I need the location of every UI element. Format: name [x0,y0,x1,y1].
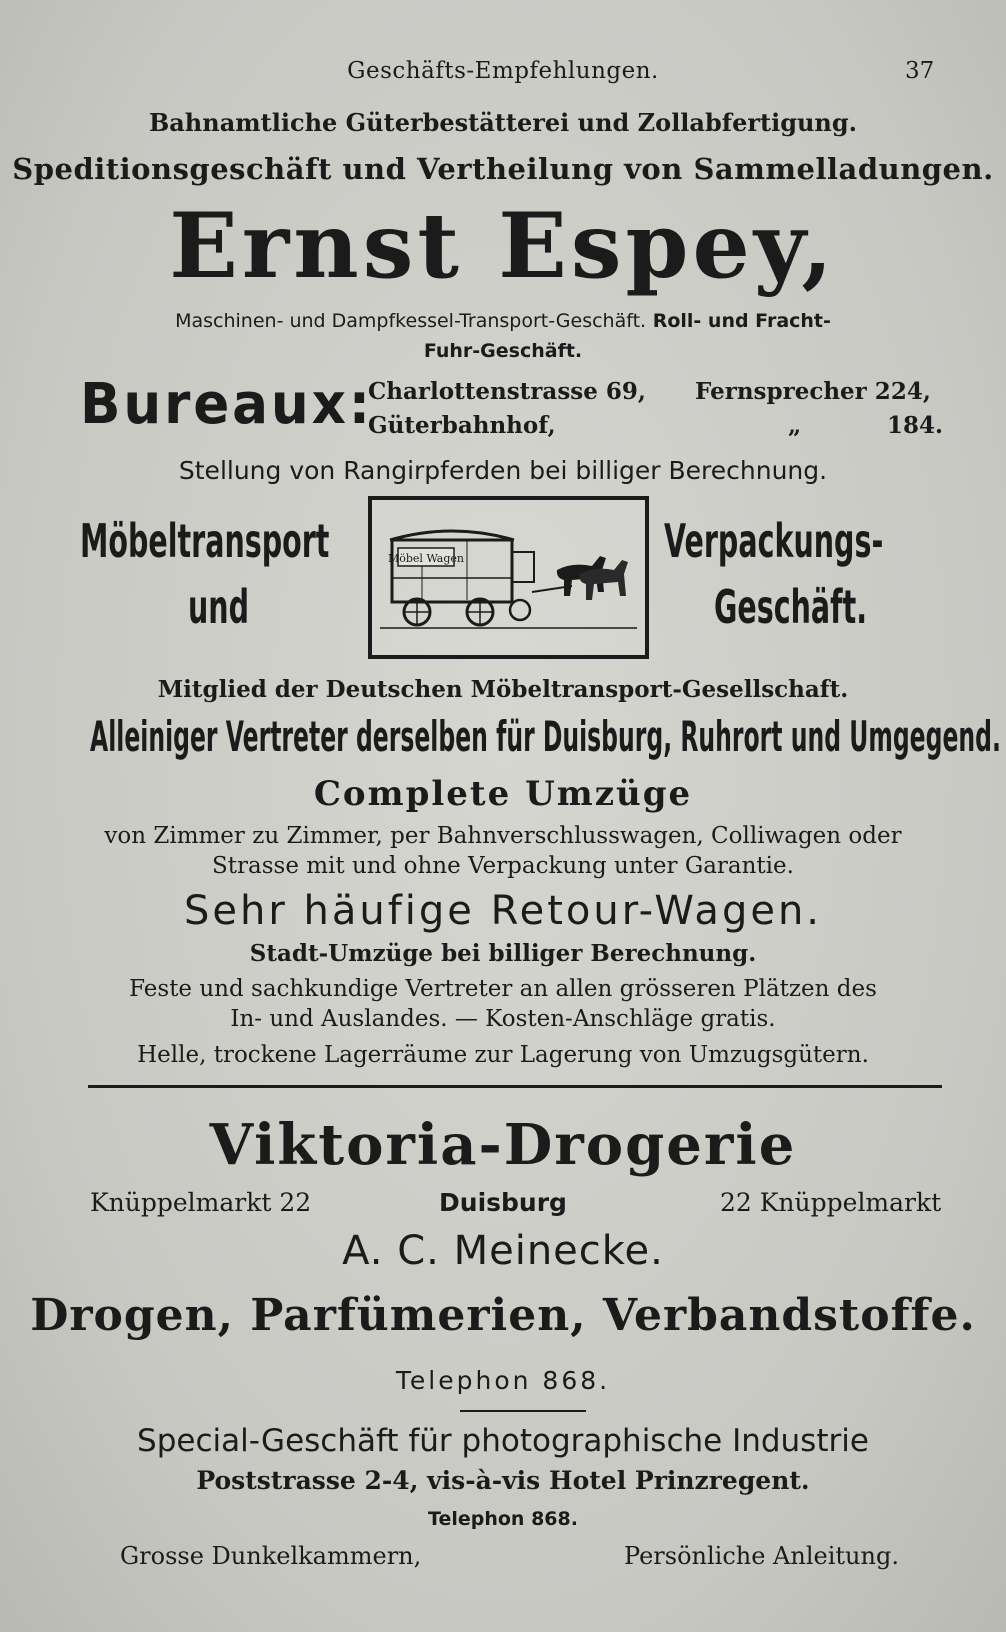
feste-line: Feste und sachkundige Vertreter an allen grösseren Plätzen des [129,976,877,1002]
ditto-mark: „ [788,412,802,439]
stadt-umzuege-line: Stadt-Umzüge bei billiger Berechnung. [249,940,757,967]
address-gueterbahnhof: Güterbahnhof, [368,412,556,439]
bureaux-label: Bureaux: [80,372,373,437]
short-divider [460,1410,586,1412]
telephone-1: Telephon 868. [395,1366,611,1395]
in-ausland-line: In- und Auslandes. — Kosten-Anschläge gratis. [230,1006,776,1032]
owner-name: A. C. Meinecke. [342,1228,664,1274]
und-text: und [188,580,250,634]
espey-line-1: Bahnamtliche Güterbestätterei und Zollabfertigung. [148,108,858,137]
espey-services-line-1 [0,310,1006,332]
address-right: 22 Knüppelmarkt [720,1188,942,1217]
complete-umzuege: Complete Umzüge [313,774,693,814]
address-charlottenstrasse: Charlottenstrasse 69, [368,378,646,405]
address-left: Knüppelmarkt 22 [90,1188,312,1217]
city-duisburg: Duisburg [439,1188,567,1217]
espey-services-a: Maschinen- und Dampfkessel-Transport-Geschäft. [175,310,647,332]
espey-brand-name: Ernst Espey, [169,193,837,299]
special-geschaeft-line: Special-Geschäft für photographische Industrie [137,1423,869,1459]
von-zimmer-line: von Zimmer zu Zimmer, per Bahnverschlusswagen, Colliwagen oder [104,823,902,849]
verpackungs-text: Verpackungs- [664,514,884,568]
alleiniger-text: Alleiniger Vertreter derselben für Duisburg, Ruhrort und Umgegend. [90,712,1001,761]
products-line: Drogen, Parfümerien, Verbandstoffe. [30,1290,976,1341]
alleiniger-line [90,712,1006,761]
moebeltransport-text: Möbeltransport [80,514,330,568]
phone-number-2: 184. [887,412,944,439]
right-column-line-2 [714,580,961,634]
horse-wagon-icon [372,500,645,655]
helle-line: Helle, trockene Lagerräume zur Lagerung von Umzugsgütern. [137,1042,869,1068]
page-header-title: Geschäfts-Empfehlungen. [347,58,659,84]
espey-services-line-2: Fuhr-Geschäft. [423,340,583,362]
stellung-line: Stellung von Rangirpferden bei billiger Berechnung. [178,456,828,485]
anleitung-text: Persönliche Anleitung. [624,1542,899,1570]
wagon-label: Möbel Wagen [388,552,464,565]
viktoria-drogerie-title: Viktoria-Drogerie [209,1112,797,1178]
wagon-illustration-box [368,496,649,659]
right-column-line-1 [664,514,1006,568]
poststrasse-line: Poststrasse 2-4, vis-à-vis Hotel Prinzregent. [196,1466,810,1495]
telephone-2: Telephon 868. [428,1508,578,1530]
section-divider [88,1085,942,1088]
espey-line-2: Speditionsgeschäft und Vertheilung von Sammelladungen. [12,152,994,186]
dunkelkammern-text: Grosse Dunkelkammern, [120,1542,422,1570]
strasse-line: Strasse mit und ohne Verpackung unter Garantie. [212,853,794,879]
phone-fernsprecher: Fernsprecher 224, [695,378,931,405]
geschaeft-text: Geschäft. [714,580,868,634]
retour-wagen-line: Sehr häufige Retour-Wagen. [183,888,823,934]
left-column-line-2 [188,580,286,634]
page-number: 37 [905,58,935,84]
espey-services-b: Roll- und Fracht- [652,310,831,332]
mitglied-line: Mitglied der Deutschen Möbeltransport-Gesellschaft. [157,676,849,703]
